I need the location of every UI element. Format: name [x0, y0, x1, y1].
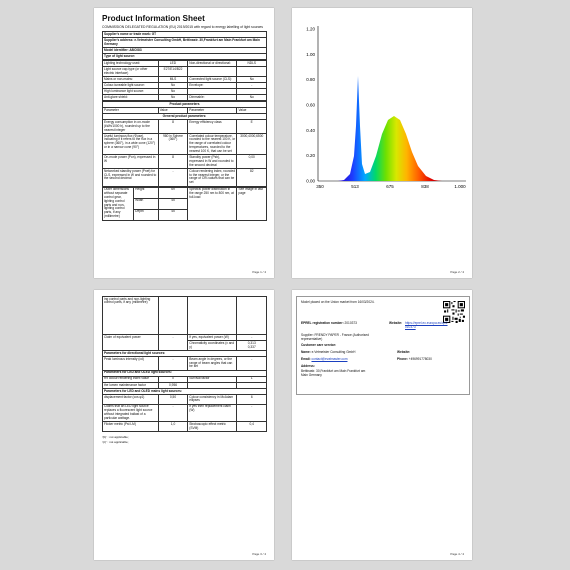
type-value-2: No [237, 77, 267, 83]
spectrum-curve [338, 76, 442, 181]
row-label: the lumen maintenance factor [103, 382, 159, 388]
row-label-2: Survival factor [188, 376, 237, 382]
page-number: Page 4 / 4 [450, 552, 464, 556]
type-param: Anti-glare shield: [103, 95, 159, 101]
spectral-label: Spectral power distribution in the range 250 nm to 800 nm, at full-load [188, 187, 237, 220]
type-value: E27/E14/B22 [158, 67, 188, 77]
phone-row [397, 357, 432, 361]
eprel-label: EPREL registration number: [301, 321, 344, 325]
claim-right: If yes, equivalent power (W) [188, 335, 237, 341]
type-param-2: Dimmable: [188, 95, 237, 101]
y-tick-label: 1.00 [306, 51, 315, 57]
row-label: R9 colour rendering index value [103, 376, 159, 382]
type-table [102, 60, 267, 101]
page-number: Page 1 / 4 [252, 270, 266, 274]
sheet-title: Product Information Sheet [102, 14, 205, 23]
product-notice-box [296, 296, 470, 395]
email-link[interactable]: contact@evatmaster.com [311, 357, 348, 361]
param-value-2: 82 [237, 169, 267, 187]
x-tick-label: 838 [421, 184, 429, 189]
table-row [103, 404, 267, 422]
param-label: On-mode power (Pon), expressed in W [103, 155, 159, 169]
param-label-2: Correlated colour temperature, rounded to the nearest 100 K, or the range of correlated colour temperatures, rounded to the nearest 100 K, that can be set [189, 133, 236, 153]
eprel-value: 2010373 [344, 321, 357, 325]
row-label: Flicker metric (Pst LM) [103, 422, 159, 432]
type-value-2: NDLS [237, 61, 267, 67]
x-tick-label: 513 [351, 184, 359, 189]
row-label-2: Colour consistency in McAdam ellipses [188, 394, 237, 404]
param-row [103, 169, 267, 187]
row-value: 0,50 [158, 394, 188, 404]
param-value-2: 3000,4000,6500 [237, 133, 267, 154]
beam-angle-label: Beam angle in degrees, or the range of beam angles that can be set [188, 357, 237, 371]
general-header: General product parameters: [103, 114, 267, 120]
directional-header: Parameters for directional light sources: [103, 351, 267, 357]
col-value-2: Value [237, 108, 267, 114]
qr-code-icon[interactable] [443, 301, 465, 323]
info-sheet-page-2 [292, 8, 472, 278]
page-number: Page 2 / 4 [450, 270, 464, 274]
y-tick-label: 0.60 [306, 102, 315, 108]
type-value-2: No [237, 95, 267, 101]
row-value-2: 1 [237, 376, 267, 382]
footnote-2: '(c)' : not applicable; [102, 439, 129, 444]
y-tick-label: 0.20 [306, 153, 315, 159]
type-header: Type of light source: [103, 54, 267, 60]
dim-width-label: Width [134, 198, 159, 209]
row-label: displacement factor (cos φ1) [103, 394, 159, 404]
info-sheet-page-1 [94, 8, 274, 278]
supplier-row: Supplier: FRENDY PAPER - France (Authorised representative) [301, 333, 369, 342]
y-tick-label: 0.00 [306, 178, 315, 184]
led-header: Parameters for LED and OLED light sources: [103, 370, 267, 376]
type-param-2: Non-directional or directional: [188, 61, 237, 67]
continued-table [102, 296, 267, 432]
email-label: Email: [301, 357, 311, 361]
continued-text: ing control parts and non-lighting control parts, if any (millimetre) [103, 297, 159, 335]
spectral-distribution-plot [298, 16, 468, 196]
row-value: 0,956 [158, 382, 188, 388]
row-label-2: If yes then replacement claim (W) [188, 404, 237, 422]
phone-label: Phone: [397, 357, 408, 361]
chroma-x: 0,313 [247, 340, 256, 345]
y-tick-label: 0.80 [306, 77, 315, 83]
claim-value: - [158, 335, 188, 351]
row-value-2: 0,4 [237, 422, 267, 432]
type-value: No [158, 83, 188, 89]
param-label: Networked standby power (Pnet) for CLS, expressed in W and rounded to the second decimal [103, 169, 159, 187]
type-value-2 [237, 67, 267, 77]
param-value-2: E [237, 120, 267, 134]
type-param: Colour-tuneable light source: [103, 83, 159, 89]
outer-dimensions-label: Outer dimensions without separate control gear, lighting control parts and non-lighting control parts, if any (millimetre) [103, 187, 134, 220]
type-param: Light source cap-type (or other electric interface) [103, 67, 159, 77]
y-tick-label: 0.40 [306, 127, 315, 133]
name-value: e.Vetmeister Consulting GmbH [311, 350, 356, 354]
eprel-link[interactable]: https://eprel.ec.europa.eu/qr/2010373 [405, 321, 448, 330]
param-label-2: Colour rendering index, rounded to the nearest integer, or the range of CRI-values that can be set [189, 168, 235, 185]
col-value: Value [158, 108, 188, 114]
param-value: 980 in Sphere (360°) [158, 133, 188, 154]
dimensions-table [102, 187, 267, 221]
x-tick-label: 675 [386, 184, 394, 189]
address-value: Bettinastr. 30,Frankfurt am Main Frankfurt am Main Germany [301, 369, 366, 378]
params-table [102, 101, 267, 187]
x-tick-label: 350 [316, 184, 324, 189]
phone-value: +496991778030 [408, 357, 432, 361]
type-value: No [158, 95, 188, 101]
placed-on-market: Model placed on the Union market from 16/03/2024. [301, 300, 375, 304]
regulation-text: COMMISSION DELEGATED REGULATION (EU) 2019/2015 with regard to energy labelling of light sources [102, 25, 263, 30]
dim-depth-value: 45 [158, 209, 188, 220]
table-row [103, 394, 267, 404]
x-tick-label: 1.000 [454, 184, 466, 189]
type-value: No [158, 89, 188, 95]
param-value-2: 0,00 [237, 155, 267, 169]
info-sheet-page-4 [292, 290, 472, 560]
param-value: - [158, 169, 188, 187]
trademark: Supplier's name or trade mark: GT [103, 32, 267, 38]
peak-intensity-label: Peak luminous intensity (cd) [103, 357, 159, 371]
col-parameter: Parameter [103, 108, 159, 114]
param-row [103, 155, 267, 169]
chromaticity-value [237, 341, 267, 351]
chroma-y: 0,337 [247, 344, 256, 349]
supplier-address: Supplier's address: e.Vetmeister Consulting GmbH, Bettinastr. 30,Frankfurt am Main Frankfurt am Main Germany [103, 38, 267, 48]
type-param: High luminance light source: [103, 89, 159, 95]
dim-height-value: 69 [158, 187, 188, 198]
type-value: MLS [158, 77, 188, 83]
dim-depth-label: Depth [134, 209, 159, 220]
chromaticity-label: Chromaticity coordinates (x and y) [188, 341, 237, 351]
type-param-2: Connected light source (CLS): [188, 77, 237, 83]
type-param: Lighting technology used: [103, 61, 159, 67]
beam-angle-value: - [237, 357, 267, 371]
row-label-2: Stroboscopic effect metric (SVM) [188, 422, 237, 432]
row-value: 0 [158, 376, 188, 382]
info-sheet-page-3 [94, 290, 274, 560]
params-header: Product parameters [103, 102, 267, 108]
eprel-row [301, 321, 357, 325]
name-label: Name: [301, 350, 311, 354]
customer-care-header: Customer care service: [301, 343, 337, 347]
row-value-2: 6 [237, 394, 267, 404]
type-param-2: Envelope: [188, 83, 237, 89]
param-row [103, 120, 267, 134]
website2-label: Website: [397, 350, 411, 354]
model-identifier: Model identifier: ABC083 [103, 48, 267, 54]
dim-height-label: Height [134, 187, 159, 198]
type-row [103, 95, 267, 101]
footnotes [102, 435, 267, 444]
param-label: Useful luminous flux (Φuse), indicating if it refers to the flux in a sphere (360°), in a wide cone (120°) or in a narrow cone (90°) [103, 133, 159, 154]
param-value: 8 [158, 155, 188, 169]
type-value-2: - [237, 83, 267, 89]
sheet-header [102, 14, 267, 221]
address-label: Address: [301, 364, 315, 368]
mains-header: Parameters for LED and OLED mains light sources: [103, 388, 267, 394]
claim-label: Claim of equivalent power [103, 335, 159, 351]
supplier-table [102, 31, 267, 60]
spectral-value: See image in last page [237, 187, 267, 220]
website-label: Website: [389, 321, 403, 325]
param-row [103, 133, 267, 154]
param-value: 8 [158, 120, 188, 134]
footnote-1: '(b)' : not applicable; [102, 435, 129, 440]
type-row [103, 67, 267, 77]
param-label: Energy consumption in on-mode (kWh/1000 h), rounded up to the nearest integer [103, 120, 159, 134]
type-param-2 [188, 67, 237, 77]
claim-right-value: - [237, 335, 267, 341]
row-label: Claims that an LED light source replaces a fluorescent light source without integrated ballast of a particular wattage. [103, 404, 159, 422]
row-value: 1,0 [158, 422, 188, 432]
param-label-2: Standby power (Psb), expressed in W and rounded to the second decimal [188, 155, 237, 169]
col-parameter-2: Parameter [188, 108, 237, 114]
table-row [103, 422, 267, 432]
name-row [301, 350, 355, 354]
page-number: Page 3 / 4 [252, 552, 266, 556]
row-value: - [158, 404, 188, 422]
peak-intensity-value: - [158, 357, 188, 371]
type-param: Mains or non-mains: [103, 77, 159, 83]
type-value: LED [158, 61, 188, 67]
row-value-2: - [237, 404, 267, 422]
dim-width-value: 45 [158, 198, 188, 209]
y-tick-label: 1.20 [306, 26, 315, 32]
email-row [301, 357, 347, 361]
param-label-2: Energy efficiency class [188, 120, 237, 134]
